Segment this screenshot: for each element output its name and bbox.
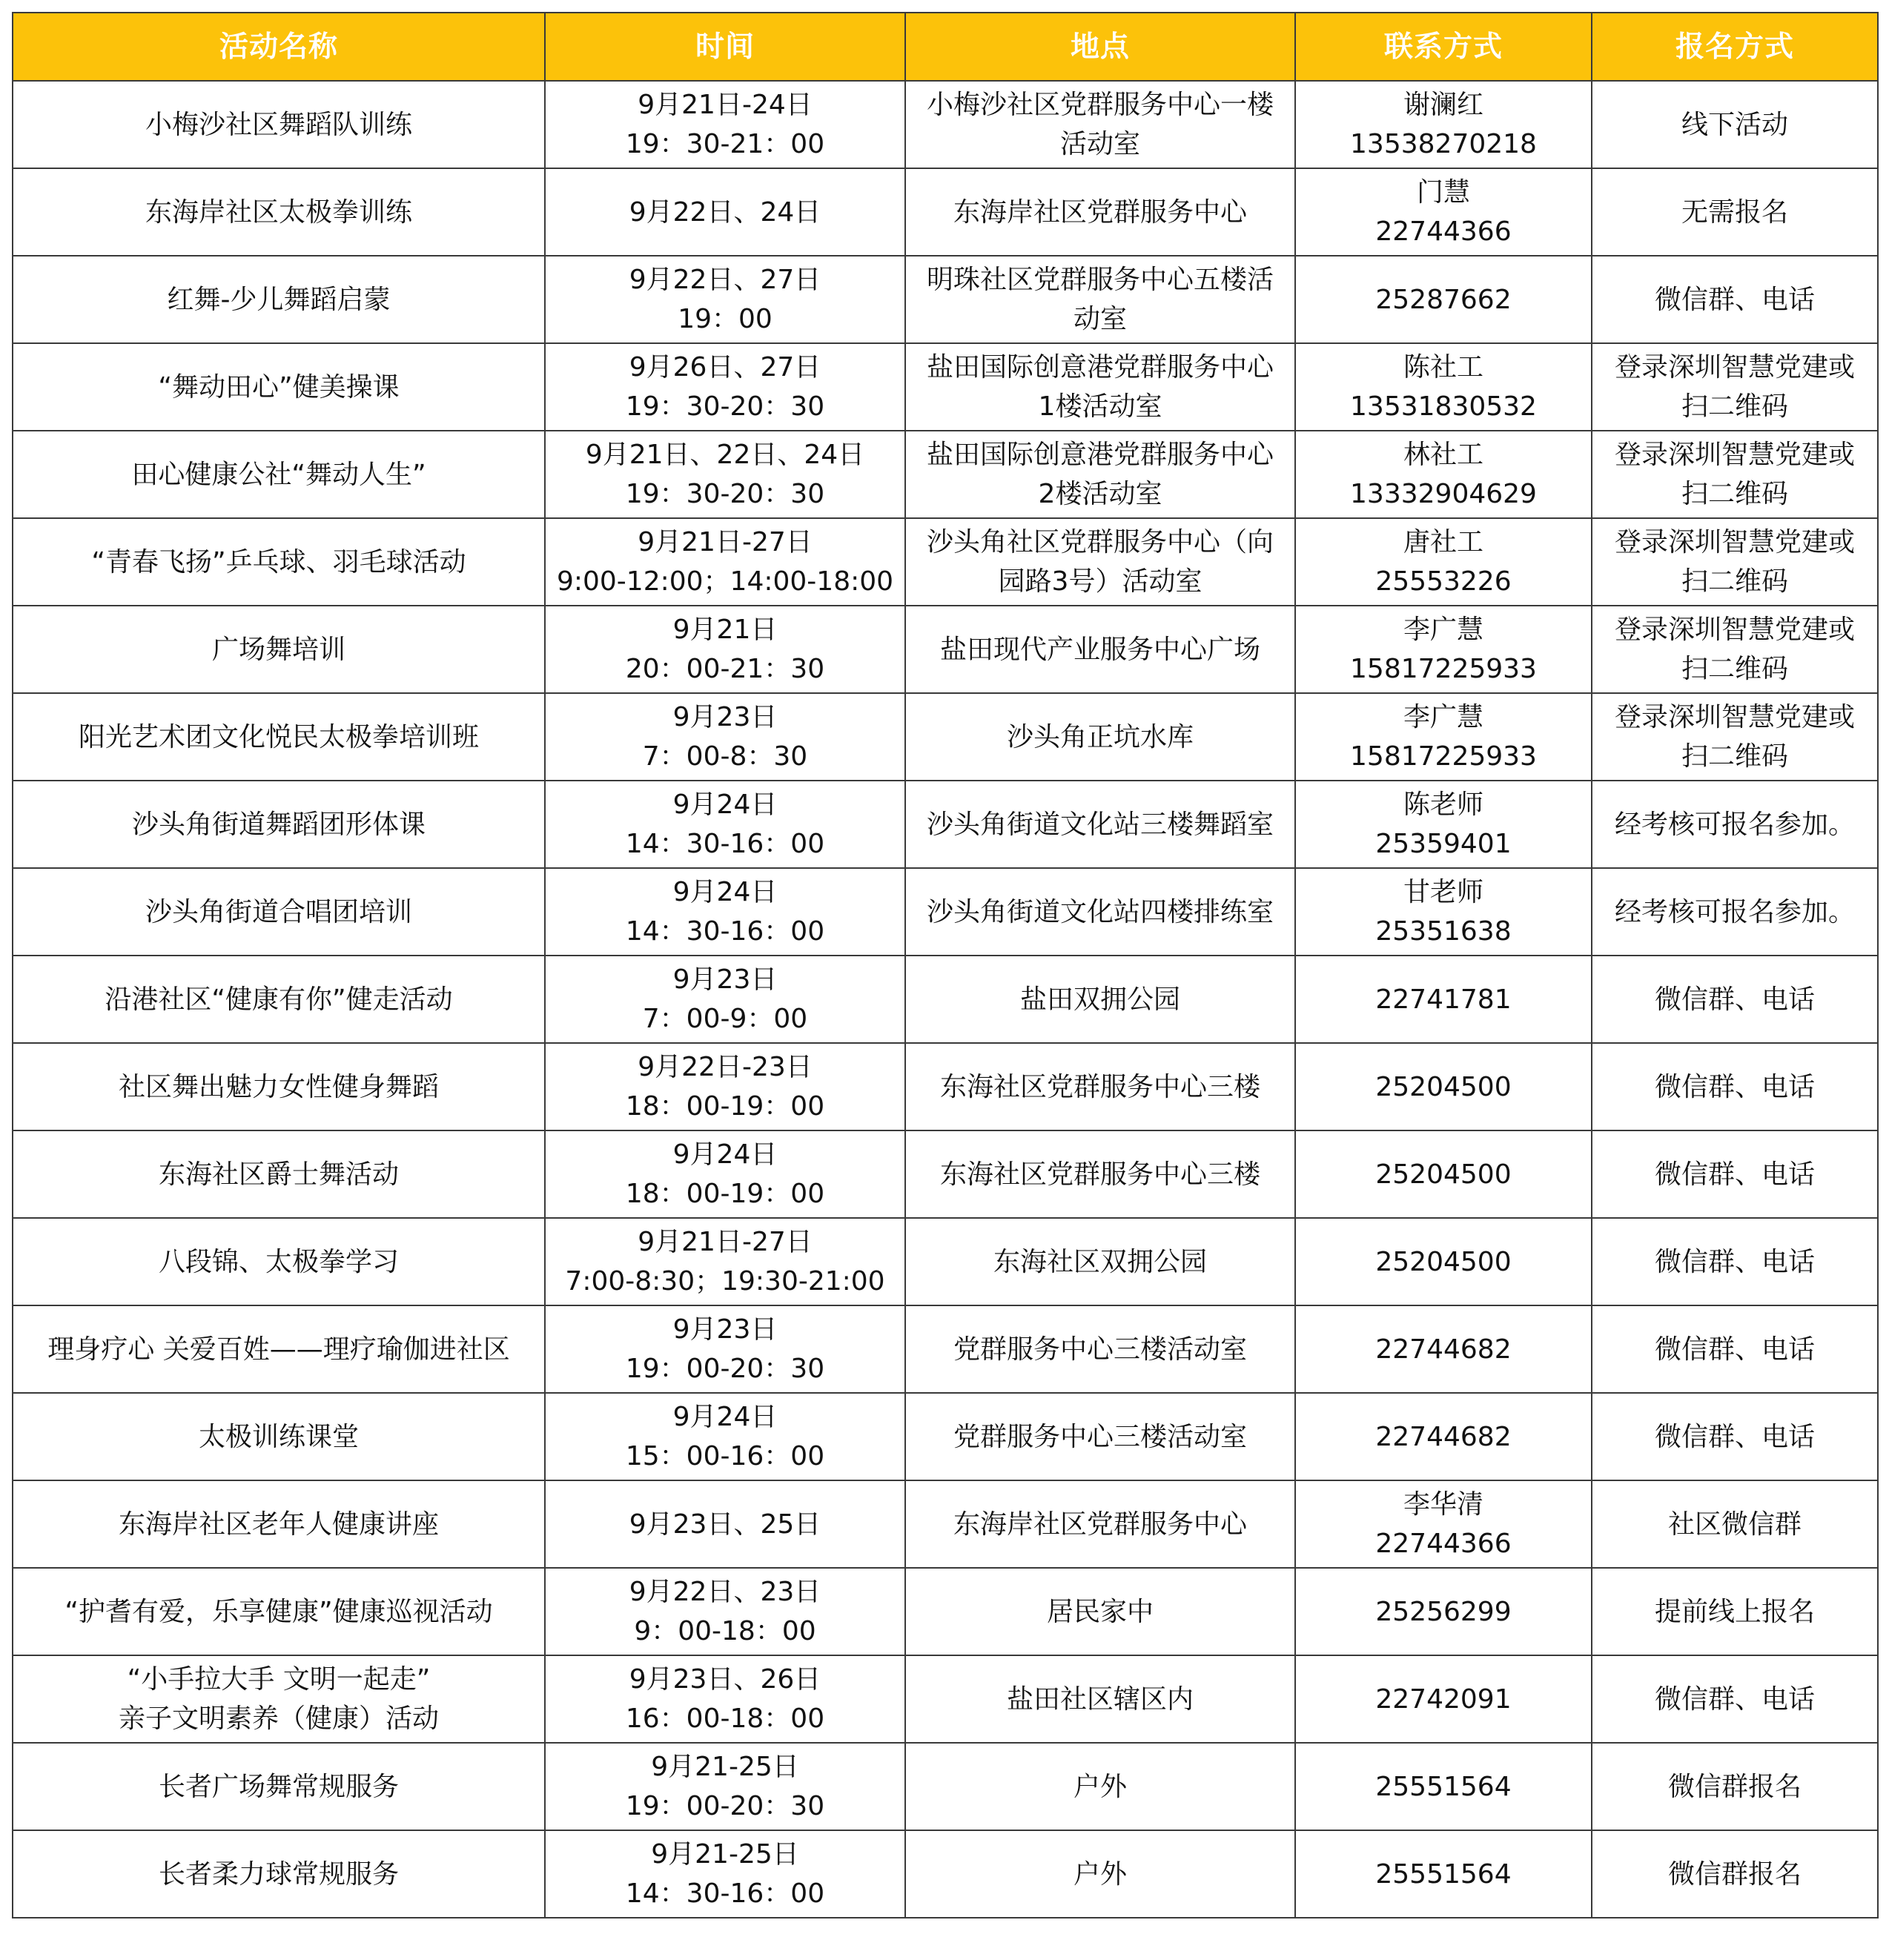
activity-name-cell <box>13 693 545 781</box>
activity-name-cell-line: 沙头角街道舞蹈团形体课 <box>131 809 426 840</box>
activity-name-cell <box>13 256 545 343</box>
time-cell-line: 7：00-9：00 <box>642 1004 808 1034</box>
signup-cell-line: 微信群、电话 <box>1654 1683 1815 1715</box>
activity-name-cell <box>13 168 545 256</box>
contact-cell-line: 陈老师 <box>1403 789 1483 820</box>
contact-cell-line: 李广慧 <box>1403 702 1483 732</box>
contact-cell <box>1295 1743 1592 1830</box>
place-cell <box>905 606 1295 693</box>
contact-cell-line: 22744366 <box>1375 1529 1512 1559</box>
activity-name-cell-line: 阳光艺术团文化悦民太极拳培训班 <box>78 721 479 752</box>
time-cell-line: 9月22日、23日 <box>629 1577 821 1607</box>
table-row <box>13 168 1878 256</box>
activity-name-cell <box>13 1130 545 1218</box>
activity-name-cell-line: 小梅沙社区舞蹈队训练 <box>145 109 412 140</box>
place-cell-line: 居民家中 <box>1046 1596 1154 1627</box>
signup-cell <box>1592 1655 1878 1743</box>
time-cell-line: 9月23日 <box>672 1314 778 1345</box>
table-row <box>13 1480 1878 1568</box>
signup-cell <box>1592 781 1878 868</box>
table-row <box>13 868 1878 956</box>
contact-cell <box>1295 1830 1592 1918</box>
header-row <box>13 13 1878 81</box>
activity-name-cell-line: 广场舞培训 <box>211 634 345 665</box>
signup-cell <box>1592 518 1878 606</box>
contact-cell <box>1295 343 1592 431</box>
signup-cell <box>1592 956 1878 1043</box>
contact-cell <box>1295 431 1592 518</box>
time-cell <box>545 1568 905 1655</box>
place-cell-line: 东海岸社区党群服务中心 <box>953 1509 1247 1540</box>
time-cell-line: 9月23日 <box>672 702 778 732</box>
place-cell <box>905 956 1295 1043</box>
signup-cell-line: 登录深圳智慧党建或 <box>1614 527 1855 557</box>
signup-cell <box>1592 81 1878 168</box>
contact-cell-line: 25551564 <box>1375 1771 1512 1802</box>
table-row <box>13 1218 1878 1305</box>
time-cell-line: 9月22日、27日 <box>629 265 821 295</box>
contact-cell-line: 13332904629 <box>1350 479 1537 509</box>
activity-name-cell <box>13 868 545 956</box>
place-cell-line: 沙头角正坑水库 <box>1006 721 1194 752</box>
time-cell <box>545 868 905 956</box>
contact-cell <box>1295 518 1592 606</box>
contact-cell <box>1295 1480 1592 1568</box>
time-cell <box>545 1218 905 1305</box>
place-cell <box>905 168 1295 256</box>
signup-cell-line: 社区微信群 <box>1667 1509 1802 1540</box>
activity-name-cell-line: 太极训练课堂 <box>198 1421 359 1452</box>
place-cell <box>905 781 1295 868</box>
time-cell-line: 7：00-8：30 <box>642 741 808 772</box>
signup-cell-line: 微信群、电话 <box>1654 984 1815 1015</box>
time-cell <box>545 693 905 781</box>
place-cell-line: 党群服务中心三楼活动室 <box>953 1421 1247 1452</box>
time-cell-line: 9月21日-24日 <box>638 90 813 120</box>
activity-name-cell <box>13 343 545 431</box>
time-cell <box>545 81 905 168</box>
contact-cell-line: 25256299 <box>1375 1596 1512 1627</box>
place-cell <box>905 1480 1295 1568</box>
time-cell-line: 9月24日 <box>672 1402 778 1432</box>
activity-name-cell <box>13 1480 545 1568</box>
time-cell-line: 9月21日-27日 <box>638 1227 813 1257</box>
table-row <box>13 781 1878 868</box>
time-cell-line: 9月22日-23日 <box>638 1052 813 1082</box>
time-cell-line: 9：00-18：00 <box>634 1616 816 1646</box>
signup-cell-line: 经考核可报名参加。 <box>1614 809 1855 840</box>
time-cell <box>545 1130 905 1218</box>
signup-cell-line: 微信群、电话 <box>1654 1159 1815 1190</box>
contact-cell-line: 林社工 <box>1403 440 1483 470</box>
time-cell <box>545 1305 905 1393</box>
contact-cell <box>1295 693 1592 781</box>
time-cell <box>545 1655 905 1743</box>
place-cell-line: 东海社区双拥公园 <box>993 1246 1207 1277</box>
activity-name-cell <box>13 431 545 518</box>
signup-cell <box>1592 168 1878 256</box>
activity-name-cell <box>13 1743 545 1830</box>
time-cell-line: 15：00-16：00 <box>625 1441 825 1471</box>
signup-cell-line: 扫二维码 <box>1681 741 1788 772</box>
header-contact: 联系方式 <box>1295 13 1592 81</box>
table-row <box>13 1043 1878 1130</box>
signup-cell-line: 微信群、电话 <box>1654 1246 1815 1277</box>
contact-cell-line: 25553226 <box>1375 566 1512 597</box>
signup-cell-line: 经考核可报名参加。 <box>1614 896 1855 927</box>
activity-name-cell <box>13 518 545 606</box>
place-cell-line: 沙头角街道文化站三楼舞蹈室 <box>926 809 1274 840</box>
contact-cell-line: 13538270218 <box>1350 129 1537 159</box>
signup-cell-line: 扫二维码 <box>1681 479 1788 509</box>
time-cell-line: 9月21日-27日 <box>638 527 813 557</box>
time-cell-line: 9月26日、27日 <box>629 352 821 383</box>
place-cell-line: 盐田社区辖区内 <box>1006 1683 1194 1715</box>
time-cell-line: 9月23日 <box>672 964 778 995</box>
place-cell-line: 盐田国际创意港党群服务中心 <box>926 440 1274 470</box>
time-cell-line: 9月21日 <box>672 615 778 645</box>
time-cell <box>545 518 905 606</box>
place-cell-line: 2楼活动室 <box>1038 479 1162 509</box>
table-row <box>13 1655 1878 1743</box>
time-cell-line: 7:00-8:30；19:30-21:00 <box>565 1266 885 1297</box>
activity-name-cell-line: 沙头角街道合唱团培训 <box>145 896 412 927</box>
time-cell <box>545 343 905 431</box>
activity-name-cell <box>13 1568 545 1655</box>
time-cell-line: 9月24日 <box>672 1139 778 1170</box>
activity-name-cell <box>13 606 545 693</box>
signup-cell-line: 扫二维码 <box>1681 566 1788 597</box>
time-cell-line: 9月23日、26日 <box>629 1664 821 1695</box>
place-cell <box>905 1043 1295 1130</box>
signup-cell <box>1592 1830 1878 1918</box>
time-cell-line: 19：00-20：30 <box>625 1354 825 1384</box>
contact-cell-line: 25351638 <box>1375 916 1512 947</box>
contact-cell <box>1295 1655 1592 1743</box>
place-cell-line: 盐田双拥公园 <box>1019 984 1180 1015</box>
time-cell <box>545 956 905 1043</box>
contact-cell-line: 李广慧 <box>1403 615 1483 645</box>
place-cell <box>905 1568 1295 1655</box>
time-cell-line: 9月24日 <box>672 789 778 820</box>
activity-name-cell <box>13 956 545 1043</box>
activity-name-cell <box>13 1043 545 1130</box>
time-cell-line: 19：00 <box>678 304 773 334</box>
contact-cell-line: 25359401 <box>1375 829 1512 859</box>
contact-cell-line: 25287662 <box>1375 284 1512 315</box>
activity-name-cell <box>13 1393 545 1480</box>
contact-cell-line: 唐社工 <box>1403 527 1483 557</box>
activity-name-cell-line: “小手拉大手 文明一起走” <box>127 1664 431 1695</box>
contact-cell-line: 22744682 <box>1375 1421 1512 1452</box>
place-cell-line: 东海岸社区党群服务中心 <box>953 196 1247 228</box>
signup-cell <box>1592 1480 1878 1568</box>
signup-cell <box>1592 1743 1878 1830</box>
contact-cell-line: 15817225933 <box>1350 741 1537 772</box>
contact-cell-line: 22742091 <box>1375 1683 1512 1715</box>
table-row <box>13 81 1878 168</box>
signup-cell <box>1592 1043 1878 1130</box>
activity-name-cell-line: 红舞-少儿舞蹈启蒙 <box>167 284 391 315</box>
contact-cell <box>1295 81 1592 168</box>
place-cell-line: 小梅沙社区党群服务中心一楼 <box>926 90 1274 120</box>
table-row <box>13 256 1878 343</box>
place-cell <box>905 1830 1295 1918</box>
time-cell <box>545 256 905 343</box>
place-cell-line: 东海社区党群服务中心三楼 <box>939 1159 1260 1190</box>
signup-cell-line: 登录深圳智慧党建或 <box>1614 702 1855 732</box>
place-cell-line: 明珠社区党群服务中心五楼活 <box>926 265 1274 295</box>
signup-cell-line: 登录深圳智慧党建或 <box>1614 615 1855 645</box>
table-row <box>13 1393 1878 1480</box>
place-cell <box>905 1218 1295 1305</box>
contact-cell <box>1295 1043 1592 1130</box>
activity-name-cell-line: 长者柔力球常规服务 <box>158 1858 399 1890</box>
signup-cell-line: 微信群报名 <box>1667 1858 1802 1890</box>
time-cell <box>545 1393 905 1480</box>
contact-cell <box>1295 868 1592 956</box>
place-cell-line: 户外 <box>1073 1771 1127 1802</box>
activity-name-cell-line: 田心健康公社“舞动人生” <box>131 459 426 490</box>
time-cell <box>545 1743 905 1830</box>
contact-cell-line: 25204500 <box>1375 1159 1512 1190</box>
place-cell <box>905 518 1295 606</box>
signup-cell <box>1592 1568 1878 1655</box>
activity-name-cell <box>13 1305 545 1393</box>
signup-cell <box>1592 256 1878 343</box>
header-time: 时间 <box>545 13 905 81</box>
table-row <box>13 518 1878 606</box>
time-cell <box>545 781 905 868</box>
signup-cell-line: 微信群、电话 <box>1654 1334 1815 1365</box>
time-cell-line: 9月23日、25日 <box>629 1509 821 1540</box>
place-cell-line: 盐田国际创意港党群服务中心 <box>926 352 1274 383</box>
table-row <box>13 1830 1878 1918</box>
table-row <box>13 431 1878 518</box>
time-cell <box>545 1480 905 1568</box>
table-row <box>13 956 1878 1043</box>
time-cell <box>545 431 905 518</box>
activity-name-cell-line: 东海社区爵士舞活动 <box>158 1159 399 1190</box>
place-cell <box>905 81 1295 168</box>
signup-cell <box>1592 693 1878 781</box>
header-activity-name: 活动名称 <box>13 13 545 81</box>
contact-cell <box>1295 1568 1592 1655</box>
activity-name-cell-line: 沿港社区“健康有你”健走活动 <box>105 984 453 1015</box>
time-cell-line: 9月24日 <box>672 877 778 907</box>
activity-name-cell-line: 长者广场舞常规服务 <box>158 1771 399 1802</box>
contact-cell <box>1295 956 1592 1043</box>
signup-cell-line: 线下活动 <box>1681 109 1788 140</box>
activity-name-cell-line: 亲子文明素养（健康）活动 <box>118 1704 439 1734</box>
place-cell <box>905 256 1295 343</box>
time-cell-line: 14：30-16：00 <box>625 1878 825 1909</box>
activity-name-cell <box>13 81 545 168</box>
place-cell <box>905 1655 1295 1743</box>
activity-name-cell-line: “舞动田心”健美操课 <box>158 371 400 403</box>
table-row <box>13 1305 1878 1393</box>
time-cell <box>545 1043 905 1130</box>
contact-cell <box>1295 1130 1592 1218</box>
activity-name-cell <box>13 1655 545 1743</box>
table-row <box>13 1743 1878 1830</box>
time-cell-line: 18：00-19：00 <box>625 1179 825 1209</box>
signup-cell-line: 微信群、电话 <box>1654 1071 1815 1102</box>
signup-cell-line: 提前线上报名 <box>1654 1596 1815 1627</box>
activity-name-cell <box>13 1218 545 1305</box>
signup-cell <box>1592 606 1878 693</box>
signup-cell-line: 登录深圳智慧党建或 <box>1614 352 1855 383</box>
place-cell-line: 园路3号）活动室 <box>998 566 1202 597</box>
activity-name-cell-line: 东海岸社区老年人健康讲座 <box>118 1509 439 1540</box>
table-row <box>13 606 1878 693</box>
contact-cell <box>1295 256 1592 343</box>
contact-cell-line: 陈社工 <box>1403 352 1483 383</box>
contact-cell <box>1295 1393 1592 1480</box>
place-cell <box>905 1305 1295 1393</box>
place-cell-line: 动室 <box>1073 304 1127 334</box>
signup-cell-line: 无需报名 <box>1681 196 1788 228</box>
place-cell <box>905 1743 1295 1830</box>
time-cell-line: 16：00-18：00 <box>625 1704 825 1734</box>
activity-name-cell-line: 东海岸社区太极拳训练 <box>145 196 412 228</box>
contact-cell-line: 13531830532 <box>1350 391 1537 422</box>
signup-cell-line: 扫二维码 <box>1681 391 1788 422</box>
contact-cell <box>1295 781 1592 868</box>
time-cell <box>545 168 905 256</box>
place-cell-line: 户外 <box>1073 1858 1127 1890</box>
time-cell <box>545 1830 905 1918</box>
table-row <box>13 693 1878 781</box>
time-cell-line: 9月21-25日 <box>651 1839 799 1870</box>
signup-cell <box>1592 1305 1878 1393</box>
place-cell-line: 沙头角社区党群服务中心（向 <box>926 527 1274 557</box>
header-place: 地点 <box>905 13 1295 81</box>
activity-name-cell <box>13 1830 545 1918</box>
place-cell-line: 沙头角街道文化站四楼排练室 <box>926 896 1274 927</box>
signup-cell <box>1592 343 1878 431</box>
table-row <box>13 1568 1878 1655</box>
contact-cell-line: 22744366 <box>1375 216 1512 247</box>
contact-cell-line: 15817225933 <box>1350 654 1537 684</box>
signup-cell-line: 扫二维码 <box>1681 654 1788 684</box>
contact-cell-line: 李华清 <box>1403 1489 1483 1520</box>
time-cell-line: 19：00-20：30 <box>625 1791 825 1821</box>
signup-cell <box>1592 1393 1878 1480</box>
activity-name-cell-line: 社区舞出魅力女性健身舞蹈 <box>118 1071 439 1102</box>
time-cell-line: 9月21-25日 <box>651 1752 799 1782</box>
time-cell-line: 14：30-16：00 <box>625 829 825 859</box>
place-cell <box>905 1130 1295 1218</box>
contact-cell-line: 25204500 <box>1375 1071 1512 1102</box>
place-cell-line: 盐田现代产业服务中心广场 <box>939 634 1260 665</box>
activity-table <box>12 12 1879 1918</box>
activity-name-cell <box>13 781 545 868</box>
signup-cell-line: 微信群、电话 <box>1654 284 1815 315</box>
place-cell <box>905 868 1295 956</box>
contact-cell-line: 25551564 <box>1375 1858 1512 1890</box>
contact-cell-line: 门慧 <box>1416 177 1470 208</box>
place-cell <box>905 693 1295 781</box>
contact-cell-line: 22741781 <box>1375 984 1512 1015</box>
contact-cell <box>1295 1305 1592 1393</box>
time-cell-line: 14：30-16：00 <box>625 916 825 947</box>
time-cell <box>545 606 905 693</box>
place-cell-line: 党群服务中心三楼活动室 <box>953 1334 1247 1365</box>
contact-cell-line: 25204500 <box>1375 1246 1512 1277</box>
activity-table-container <box>12 12 1877 1918</box>
contact-cell-line: 甘老师 <box>1403 877 1483 907</box>
time-cell-line: 20：00-21：30 <box>625 654 825 684</box>
table-row <box>13 343 1878 431</box>
activity-name-cell-line: 八段锦、太极拳学习 <box>158 1246 399 1277</box>
time-cell-line: 19：30-20：30 <box>625 391 825 422</box>
activity-name-cell-line: “护耆有爱，乐享健康”健康巡视活动 <box>64 1596 493 1627</box>
place-cell <box>905 343 1295 431</box>
time-cell-line: 9:00-12:00；14:00-18:00 <box>556 566 894 597</box>
time-cell-line: 9月21日、22日、24日 <box>585 440 865 470</box>
time-cell-line: 9月22日、24日 <box>629 196 821 228</box>
contact-cell <box>1295 606 1592 693</box>
place-cell <box>905 431 1295 518</box>
time-cell-line: 18：00-19：00 <box>625 1091 825 1122</box>
time-cell-line: 19：30-20：30 <box>625 479 825 509</box>
place-cell <box>905 1393 1295 1480</box>
place-cell-line: 1楼活动室 <box>1038 391 1162 422</box>
table-header <box>13 13 1878 81</box>
signup-cell <box>1592 1218 1878 1305</box>
activity-name-cell-line: 理身疗心 关爱百姓——理疗瑜伽进社区 <box>47 1334 510 1365</box>
signup-cell-line: 微信群报名 <box>1667 1771 1802 1802</box>
signup-cell-line: 微信群、电话 <box>1654 1421 1815 1452</box>
contact-cell <box>1295 168 1592 256</box>
contact-cell-line: 谢澜红 <box>1403 90 1483 120</box>
table-body <box>13 81 1878 1918</box>
contact-cell <box>1295 1218 1592 1305</box>
signup-cell <box>1592 431 1878 518</box>
signup-cell <box>1592 868 1878 956</box>
place-cell-line: 东海社区党群服务中心三楼 <box>939 1071 1260 1102</box>
signup-cell-line: 登录深圳智慧党建或 <box>1614 440 1855 470</box>
time-cell-line: 19：30-21：00 <box>625 129 825 159</box>
contact-cell-line: 22744682 <box>1375 1334 1512 1365</box>
place-cell-line: 活动室 <box>1059 129 1140 159</box>
activity-name-cell-line: “青春飞扬”乒乓球、羽毛球活动 <box>91 546 466 577</box>
header-signup: 报名方式 <box>1592 13 1878 81</box>
signup-cell <box>1592 1130 1878 1218</box>
table-row <box>13 1130 1878 1218</box>
